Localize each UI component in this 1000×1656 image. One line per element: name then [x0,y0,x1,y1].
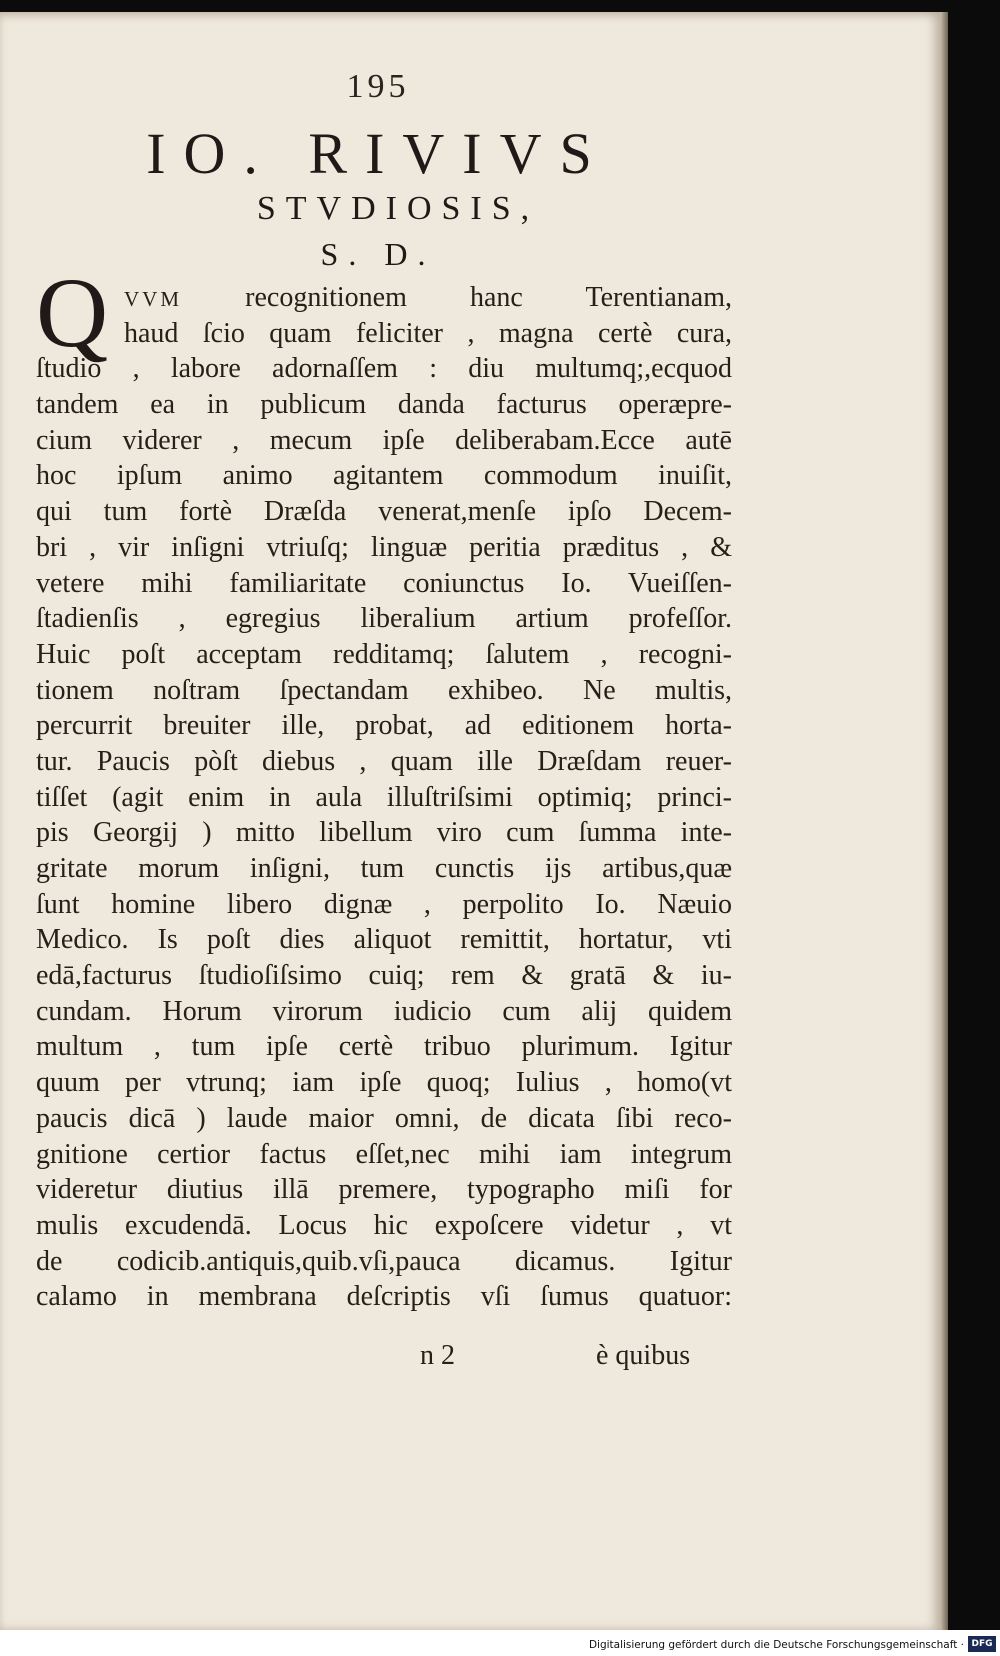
letter-body [36,280,732,1315]
text-line: edā,facturus ſtudioſiſsimo cuiq; rem & gratā & iu- [36,960,732,992]
page-edge [940,12,948,1630]
opening-word-caps: VVM [124,287,183,311]
text-line: cium viderer , mecum ipſe deliberabam.Ecce autē [36,424,732,456]
funding-credit: Digitalisierung gefördert durch die Deutsche Forschungsgemeinschaft · [588,1639,964,1651]
text-line: mulis excudendā. Locus hic expoſcere videtur , vt [36,1209,732,1241]
text-line: bri , vir inſigni vtriuſq; linguæ peritia præditus , & [36,531,732,563]
text-line: Medico. Is poſt dies aliquot remittit, hortatur, vti [36,924,732,956]
text-line: videretur diutius illā premere, typographo miſi for [36,1174,732,1206]
dfg-logo: DFG [968,1636,996,1652]
text-line: vetere mihi familiaritate coniunctus Io. Vueiſſen- [36,567,732,599]
text-line: pis Georgij ) mitto libellum viro cum ſumma inte- [36,817,732,849]
catchword: è quibus [596,1340,691,1371]
text-line: quum per vtrunq; iam ipſe quoq; Iulius , homo(vt [36,1067,732,1099]
text-line: Huic poſt acceptam redditamq; ſalutem , recogni- [36,638,732,670]
text-line: multum , tum ipſe certè tribuo plurimum. Igitur [36,1031,732,1063]
drop-cap-initial: Q [36,257,109,368]
text-line: gnitione certior factus eſſet,nec mihi iam integrum [36,1138,732,1170]
signature-mark: n 2 [420,1340,455,1371]
text-line: gritate morum inſigni, tum cunctis ijs artibus,quæ [36,853,732,884]
digitization-footer [0,1630,1000,1656]
text-line: tur. Paucis pòſt diebus , quam ille Dræſdam reuer- [36,745,732,777]
text-line: ſtadienſis , egregius liberalium artium profeſſor. [36,603,732,635]
text-line: qui tum fortè Dræſda venerat,menſe ipſo Decem- [36,496,732,528]
heading-recipient: STVDIOSIS, [256,190,540,227]
page-number: 195 [346,68,410,105]
text-line: tionem noſtram ſpectandam exhibeo. Ne multis, [36,674,732,706]
text-line: calamo in membrana deſcriptis vſi ſumus quatuor: [36,1281,732,1313]
text-line: paucis dicā ) laude maior omni, de dicata ſibi reco- [36,1102,732,1134]
text-line: VVM recognitionem hanc Terentianam, [124,282,732,313]
text-line: hoc ipſum animo agitantem commodum inuiſit, [36,460,732,492]
text-line: haud ſcio quam feliciter , magna certè cura, [124,317,732,349]
text-line: ſtudio , labore adornaſſem : diu multumq;,ecquod [36,353,732,385]
text-line: cundam. Horum virorum iudicio cum alij quidem [36,995,732,1027]
text-line: tiſſet (agit enim in aula illuſtriſsimi optimiq; princi- [36,781,732,813]
text-line: ſunt homine libero dignæ , perpolito Io. Næuio [36,888,732,920]
heading-author: IO. RIVIVS [146,121,610,186]
text-line: percurrit breuiter ille, probat, ad editionem horta- [36,710,732,742]
text-line: de codicib.antiquis,quib.vſi,pauca dicamus. Igitur [36,1245,732,1277]
text-line: tandem ea in publicum danda facturus operæpre- [36,389,732,421]
heading-greeting: S. D. [320,236,436,272]
